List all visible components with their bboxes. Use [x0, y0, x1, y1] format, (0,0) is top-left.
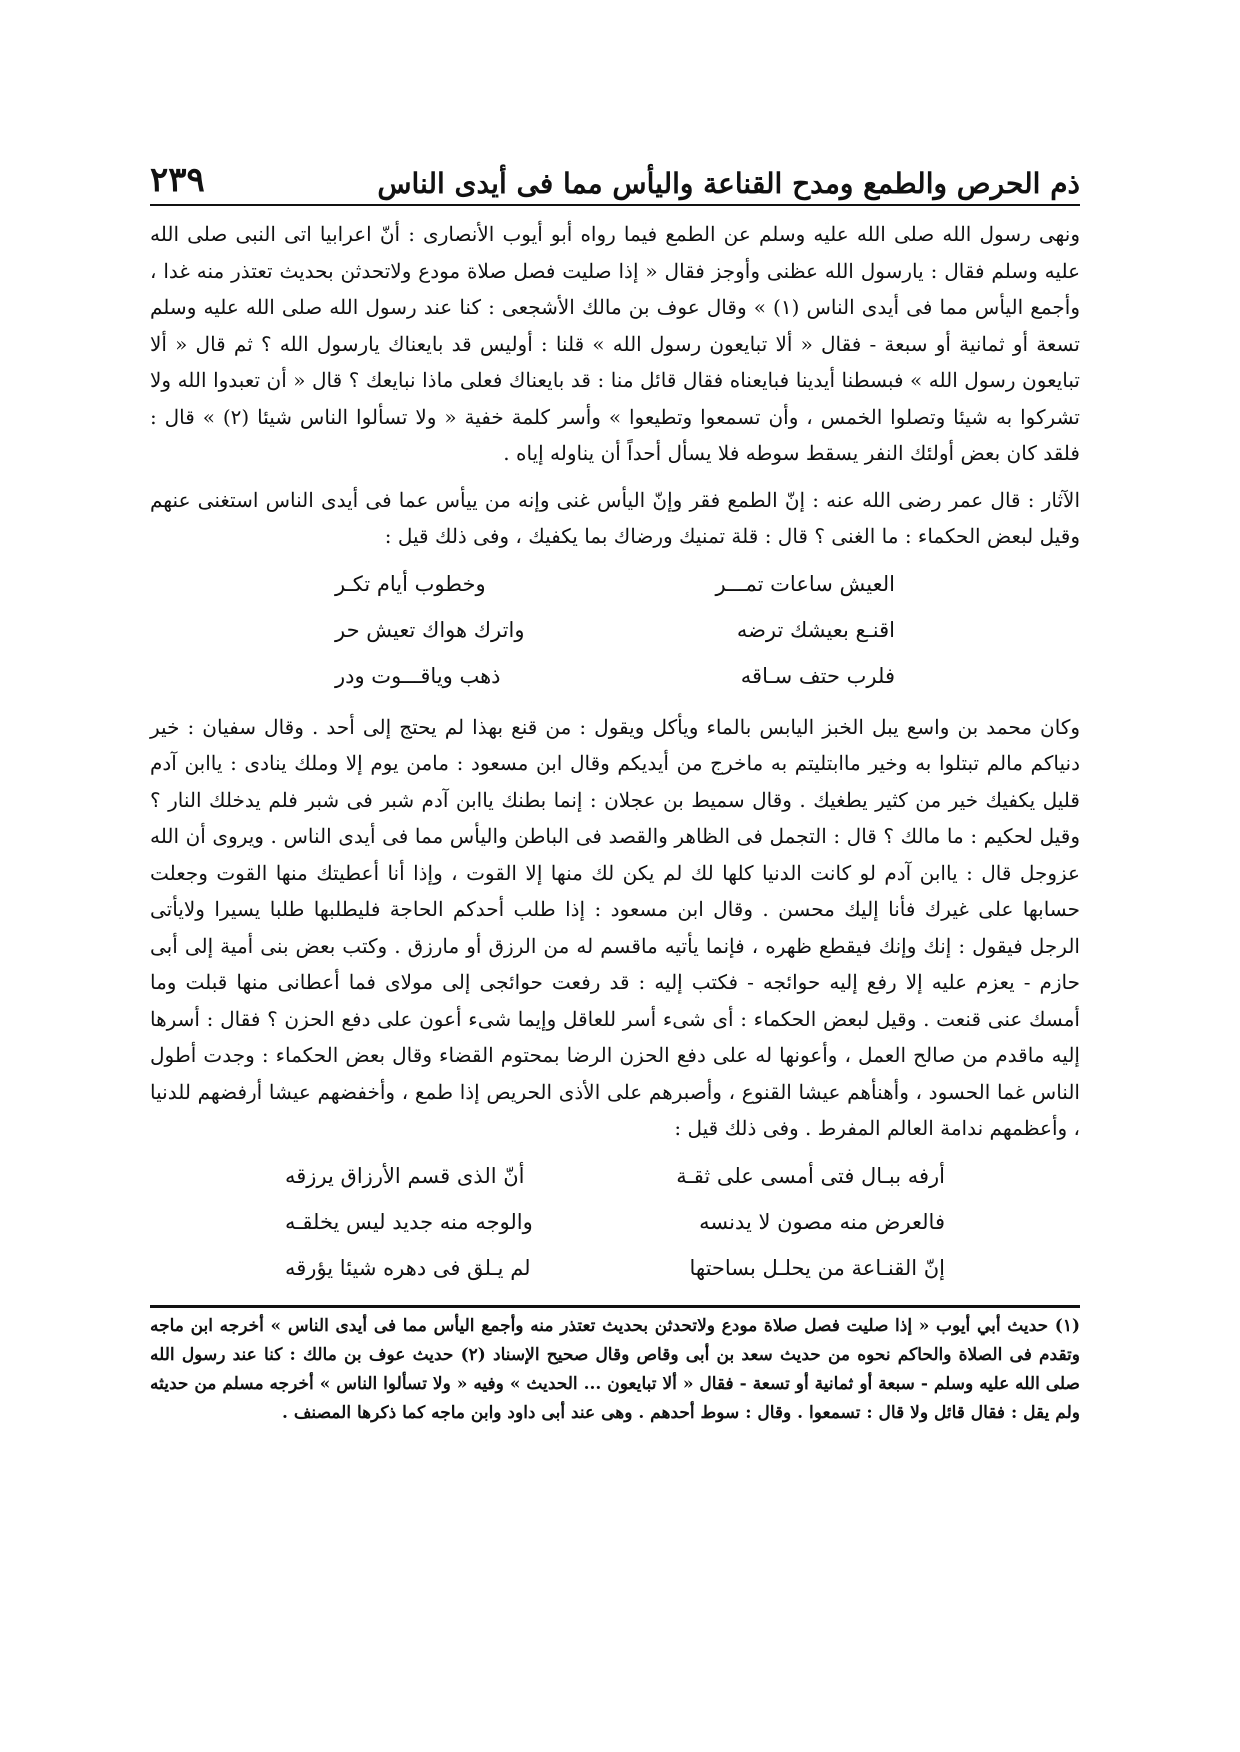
hemistich: والوجه منه جديد ليس يخلقـه: [285, 1209, 533, 1234]
hemistich: إنّ القنـاعة من يحلـل بساحتها: [689, 1255, 945, 1280]
hemistich: العيش ساعات تمـــر: [715, 571, 895, 596]
paragraph-hadith: ونهى رسول الله صلى الله عليه وسلم عن الطمع فيما رواه أبو أيوب الأنصارى : أنّ اعرابيا اتى النبى صلى الله عليه وسلم فقال : يارسول الله عظنى وأوجز فقال « إذا صليت فصل صلاة مودع ولاتحدثن بحديث تعتذر منه غدا ، وأجمع اليأس مما فى أيدى الناس (١) » وقال عوف بن مالك الأشجعى : كنا عند رسول الله صلى الله عليه وسلم تسعة أو ثمانية أو سبعة - فقال « ألا تبايعون رسول الله » قلنا : أوليس قد بايعناك يارسول الله ؟ ثم قال « ألا تبايعون رسول الله » فبسطنا أيدينا فبايعناه فقال قائل منا : قد بايعناك فعلى ماذا نبايعك ؟ قال « أن تعبدوا الله ولا تشركوا به شيئا وتصلوا الخمس ، وأن تسمعوا وتطيعوا » وأسر كلمة خفية « ولا تسألوا الناس شيئا (٢) » قال : فلقد كان بعض أولئك النفر يسقط سوطه فلا يسأل أحداً أن يناوله إياه .: [150, 222, 1081, 465]
book-page: [150, 140, 1080, 1428]
main-text: [150, 216, 1080, 1291]
poem-1-verse-3: [335, 653, 895, 699]
hemistich: لم يـلق فى دهره شيئا يؤرقه: [285, 1255, 531, 1280]
page-header: [150, 140, 1080, 206]
footnotes: [150, 1312, 1080, 1428]
paragraph-sayings: وكان محمد بن واسع يبل الخبز اليابس بالماء ويأكل ويقول : من قنع بهذا لم يحتج إلى أحد . وقال سفيان : خير دنياكم مالم تبتلوا به وخير ماابتليتم به ماخرج من أيديكم وقال ابن مسعود : مامن يوم إلا وملك ينادى : ياابن آدم قليل يكفيك خير من كثير يطغيك . وقال سميط بن عجلان : إنما بطنك ياابن آدم شبر فى شبر فلم يدخلك النار ؟ وقيل لحكيم : ما مالك ؟ قال : التجمل فى الظاهر والقصد فى الباطن واليأس مما فى أيدى الناس . ويروى أن الله عزوجل قال : ياابن آدم لو كانت الدنيا كلها لك لم يكن لك منها إلا القوت ، وإذا أنا أعطيتك منها القوت وجعلت حسابها على غيرك فأنا إليك محسن . وقال ابن مسعود : إذا طلب أحدكم الحاجة فليطلبها طلبا يسيرا ولايأتى الرجل فيقول : إنك وإنك فيقطع ظهره ، فإنما يأتيه ماقسم له من الرزق أو مارزق . وكتب بعض بنى أمية إلى أبى حازم - يعزم عليه إلا رفع إليه حوائجه - فكتب إليه : قد رفعت حوائجى إلى مولاى فما أعطانى منها قبلت وما أمسك عنى قنعت . وقيل لبعض الحكماء : أى شىء أسر للعاقل وإيما شىء أعون على دفع الحزن ؟ فقال : أسرها إليه ماقدم من صالح العمل ، وأعونها له على دفع الحزن الرضا بمحتوم القضاء وقال بعض الحكماء : وجدت أطول الناس غما الحسود ، وأهنأهم عيشا القنوع ، وأصبرهم على الأذى الحريص إذا طمع ، وأخفضهم عيشا أرفضهم للدنيا ، وأعظمهم ندامة العالم المفرط . وفى ذلك قيل :: [150, 714, 1080, 1140]
hemistich: أنّ الذى قسم الأرزاق يرزقه: [285, 1163, 525, 1188]
running-title: ذم الحرص والطمع ومدح القناعة واليأس مما فى أيدى الناس: [377, 167, 1080, 200]
paragraph-athar: الآثار : قال عمر رضى الله عنه : إنّ الطمع فقر وإنّ اليأس غنى وإنه من ييأس عما فى أيدى الناس استغنى عنهم وقيل لبعض الحكماء : ما الغنى ؟ قال : قلة تمنيك ورضاك بما يكفيك ، وفى ذلك قيل :: [150, 487, 1080, 548]
hemistich: فلرب حتف سـاقه: [740, 663, 895, 688]
hemistich: ذهب وياقـــوت ودر: [335, 663, 501, 688]
footnote-text: (١) حديث أبي أيوب « إذا صليت فصل صلاة مودع ولاتحدثن بحديث تعتذر منه وأجمع اليأس مما فى أيدى الناس » أخرجه ابن ماجه وتقدم فى الصلاة والحاكم نحوه من حديث سعد بن أبى وقاص وقال صحيح الإسناد (٢) حديث عوف بن مالك : كنا عند رسول الله صلى الله عليه وسلم - سبعة أو ثمانية أو تسعة - فقال « ألا تبايعون ... الحديث » وفيه « ولا تسألوا الناس » أخرجه مسلم من حديثه ولم يقل : فقال قائل ولا قال : تسمعوا . وقال : سوط أحدهم . وهى عند أبى داود وابن ماجه كما ذكرها المصنف .: [150, 1315, 1080, 1423]
page-number: ٢٣٩: [150, 160, 205, 200]
hemistich: اقنـع بعيشك ترضه: [736, 617, 895, 642]
hemistich: واترك هواك تعيش حر: [335, 617, 525, 642]
poem-1: [335, 561, 895, 699]
poem-1-verse-1: [335, 561, 895, 607]
poem-2-verse-1: [285, 1153, 945, 1199]
poem-2: [285, 1153, 945, 1291]
hemistich: أرفه ببـال فتى أمسى على ثقـة: [676, 1163, 945, 1188]
poem-1-verse-2: [335, 607, 895, 653]
poem-2-verse-2: [285, 1199, 945, 1245]
hemistich: فالعرض منه مصون لا يدنسه: [699, 1209, 945, 1234]
hemistich: وخطوب أيام تكـر: [335, 571, 486, 596]
poem-2-verse-3: [285, 1245, 945, 1291]
footnote-divider: [150, 1305, 1080, 1308]
